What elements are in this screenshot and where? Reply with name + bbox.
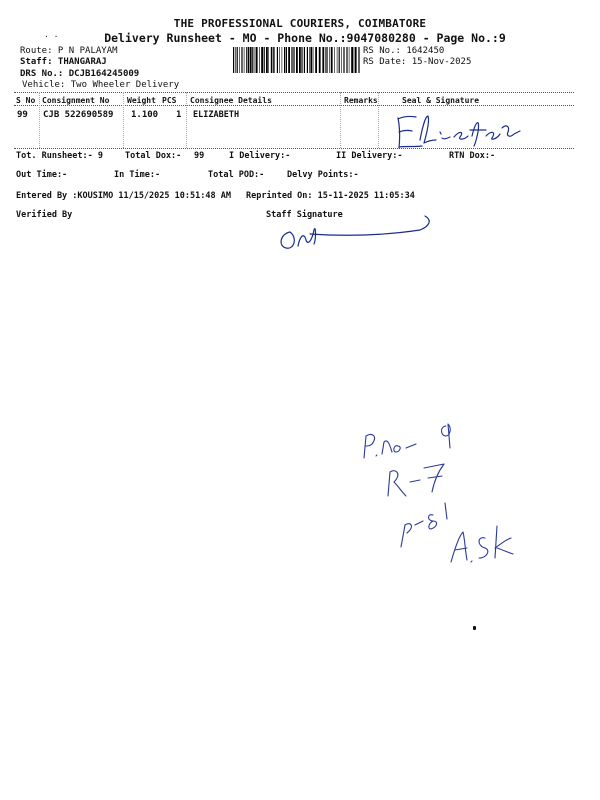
drs-number: DRS No.: DCJB164245009 bbox=[20, 69, 140, 79]
col-divider bbox=[378, 92, 379, 148]
barcode-bar bbox=[256, 47, 258, 73]
company-title: THE PROFESSIONAL COURIERS, COIMBATORE bbox=[173, 17, 427, 30]
barcode-bar bbox=[291, 47, 292, 73]
barcode-bar bbox=[244, 47, 245, 73]
barcode-bar bbox=[339, 47, 340, 73]
scan-mark: · · bbox=[44, 32, 59, 41]
table-top-rule bbox=[14, 92, 574, 93]
table-header-rule bbox=[14, 105, 574, 106]
col-divider bbox=[39, 92, 40, 148]
barcode-bar bbox=[264, 47, 265, 73]
route-label: Route: P N PALAYAM bbox=[20, 46, 118, 56]
barcode-bar bbox=[343, 47, 344, 73]
barcode-bar bbox=[277, 47, 278, 73]
barcode-bar bbox=[355, 47, 357, 73]
row-weight: 1.100 bbox=[131, 110, 159, 120]
barcode-bar bbox=[351, 47, 353, 73]
barcode-bar bbox=[259, 47, 260, 73]
barcode-bar bbox=[279, 47, 280, 73]
col-header-weight: Weight bbox=[127, 96, 156, 105]
out-time: Out Time:- bbox=[16, 170, 68, 180]
col-divider bbox=[123, 92, 124, 148]
barcode-bar bbox=[309, 47, 310, 73]
barcode-bar bbox=[337, 47, 338, 73]
barcode-bar bbox=[334, 47, 335, 73]
tot-runsheet: Tot. Runsheet:- 9 bbox=[16, 151, 103, 161]
barcode-bar bbox=[261, 47, 263, 73]
barcode-bar bbox=[299, 47, 301, 73]
total-dox-label: Total Dox:- bbox=[125, 151, 182, 161]
barcode-bar bbox=[296, 47, 298, 73]
barcode-bar bbox=[310, 47, 312, 73]
entered-by: Entered By :KOUSIMO 11/15/2025 10:51:48 AM bbox=[16, 191, 231, 201]
barcode-bar bbox=[237, 47, 238, 73]
row-consignment-no: CJB 522690589 bbox=[43, 110, 114, 120]
staff-signature bbox=[270, 210, 440, 260]
col-header-remarks: Remarks bbox=[344, 96, 378, 105]
barcode-bar bbox=[358, 47, 359, 73]
barcode-bar bbox=[271, 47, 272, 73]
barcode-bar bbox=[322, 47, 324, 73]
barcode-bar bbox=[239, 47, 240, 73]
barcode-bar bbox=[274, 47, 275, 73]
barcode-bar bbox=[282, 47, 283, 73]
reprinted-on: Reprinted On: 15-11-2025 11:05:34 bbox=[246, 191, 415, 201]
total-pod: Total POD:- bbox=[208, 170, 265, 180]
vehicle-label: Vehicle: Two Wheeler Delivery bbox=[22, 80, 180, 90]
barcode-bar bbox=[250, 47, 252, 73]
barcode-bar bbox=[273, 47, 274, 73]
col-header-sno: S No bbox=[16, 96, 36, 105]
barcode-bar bbox=[329, 47, 330, 73]
barcode-bar bbox=[315, 47, 317, 73]
barcode-bar bbox=[266, 47, 268, 73]
barcode-bar bbox=[354, 47, 355, 73]
barcode-bar bbox=[252, 47, 253, 73]
col-divider bbox=[186, 92, 187, 148]
staff-label: Staff: THANGARAJ bbox=[20, 57, 107, 67]
col-header-signature: Seal & Signature bbox=[402, 96, 480, 105]
rs-date: RS Date: 15-Nov-2025 bbox=[363, 57, 472, 67]
barcode-bar bbox=[255, 47, 256, 73]
barcode-bar bbox=[349, 47, 350, 73]
barcode-bar bbox=[241, 47, 242, 73]
barcode-bar bbox=[313, 47, 314, 73]
barcode-bar bbox=[286, 47, 287, 73]
barcode-bar bbox=[325, 47, 326, 73]
barcode-image bbox=[233, 47, 360, 73]
barcode-bar bbox=[294, 47, 295, 73]
staff-signature-label: Staff Signature bbox=[266, 210, 343, 220]
barcode-bar bbox=[319, 47, 321, 73]
ink-dot bbox=[473, 626, 476, 630]
barcode-bar bbox=[292, 47, 293, 73]
col-header-consignment: Consignment No bbox=[42, 96, 110, 105]
runsheet-title: Delivery Runsheet - MO - Phone No.:9047080280 - Page No.:9 bbox=[104, 31, 506, 45]
barcode-bar bbox=[233, 47, 234, 73]
i-delivery: I Delivery:- bbox=[229, 151, 291, 161]
barcode-bar bbox=[346, 47, 347, 73]
row-consignee: ELIZABETH bbox=[193, 110, 240, 120]
rtn-dox: RTN Dox:- bbox=[449, 151, 496, 161]
barcode-bar bbox=[304, 47, 305, 73]
barcode-bar bbox=[341, 47, 342, 73]
in-time: In Time:- bbox=[114, 170, 161, 180]
barcode-bar bbox=[327, 47, 328, 73]
barcode-bar bbox=[288, 47, 290, 73]
row-sno: 99 bbox=[17, 110, 28, 120]
barcode-bar bbox=[301, 47, 302, 73]
barcode-bar bbox=[268, 47, 269, 73]
barcode-bar bbox=[307, 47, 308, 73]
col-header-consignee: Consignee Details bbox=[190, 96, 272, 105]
barcode-bar bbox=[284, 47, 285, 73]
delvy-points: Delvy Points:- bbox=[287, 170, 359, 180]
barcode-bar bbox=[248, 47, 249, 73]
barcode-bar bbox=[331, 47, 333, 73]
ii-delivery: II Delivery:- bbox=[336, 151, 403, 161]
verified-by: Verified By bbox=[16, 210, 73, 220]
barcode-bar bbox=[235, 47, 236, 73]
barcode-bar bbox=[246, 47, 247, 73]
total-dox-value: 99 bbox=[194, 151, 205, 161]
col-divider bbox=[340, 92, 341, 148]
col-header-pcs: PCS bbox=[162, 96, 177, 105]
row-pcs: 1 bbox=[176, 110, 182, 120]
rs-number: RS No.: 1642450 bbox=[363, 46, 445, 56]
